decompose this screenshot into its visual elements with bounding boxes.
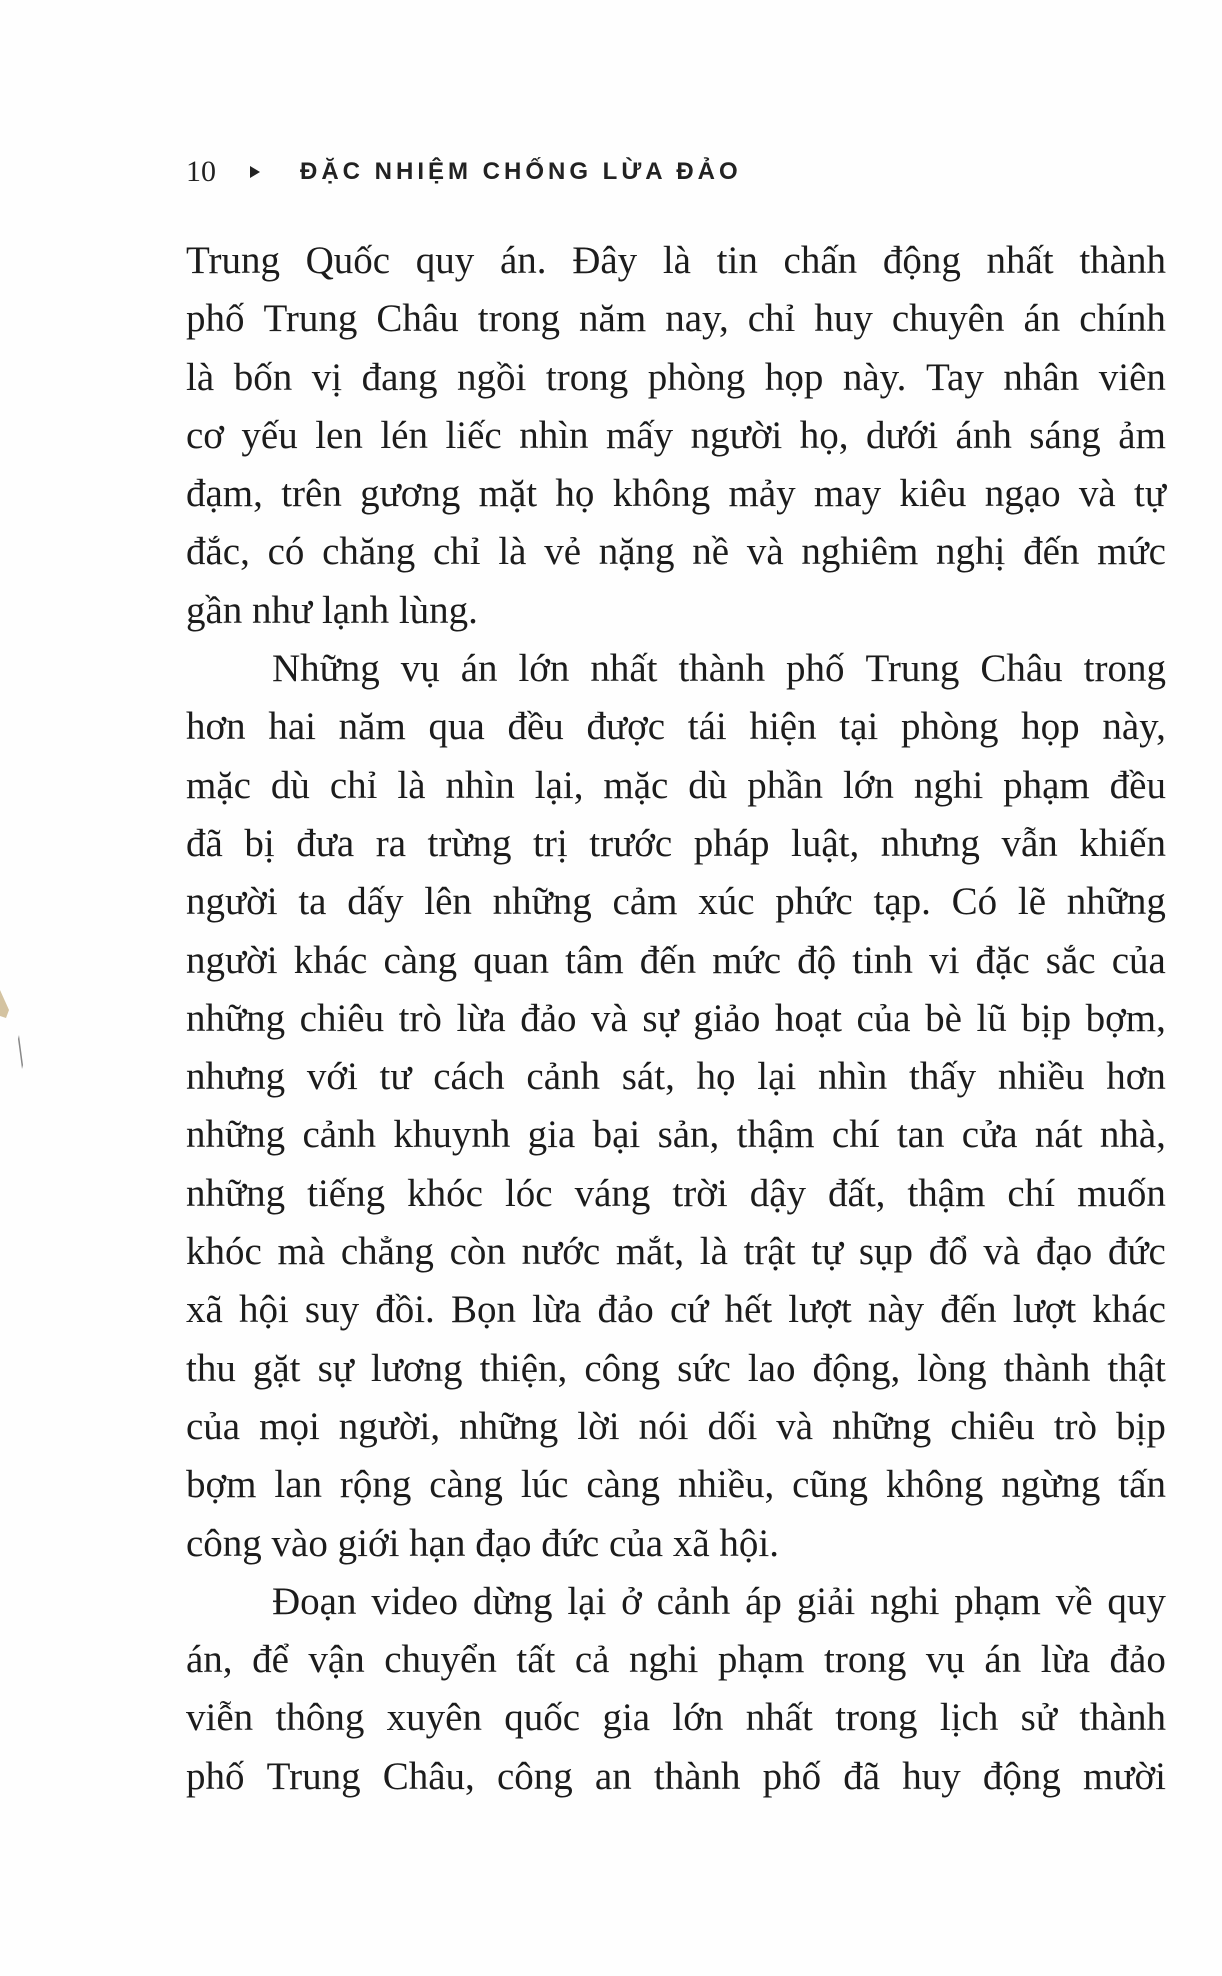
text-line: nhưng với tư cách cảnh sát, họ lại nhìn thấy nhiều hơn <box>186 1055 1166 1099</box>
text-line: đắc, có chăng chỉ là vẻ nặng nề và nghiêm nghị đến mức <box>186 530 1166 574</box>
text-line: Những vụ án lớn nhất thành phố Trung Châu trong <box>272 647 1166 691</box>
text-line: người ta dấy lên những cảm xúc phức tạp. Có lẽ những <box>186 880 1166 924</box>
scan-artifact <box>18 1035 24 1069</box>
scan-artifact <box>0 990 10 1020</box>
text-line: xã hội suy đồi. Bọn lừa đảo cứ hết lượt này đến lượt khác <box>186 1288 1166 1332</box>
text-line: phố Trung Châu trong năm nay, chỉ huy chuyên án chính <box>186 297 1166 341</box>
text-line: phố Trung Châu, công an thành phố đã huy động mười <box>186 1754 1166 1798</box>
text-line: những chiêu trò lừa đảo và sự giảo hoạt của bè lũ bịp bợm, <box>186 996 1166 1040</box>
text-line: cơ yếu len lén liếc nhìn mấy người họ, dưới ánh sáng ảm <box>186 413 1166 457</box>
text-line: bợm lan rộng càng lúc càng nhiều, cũng không ngừng tấn <box>186 1463 1166 1507</box>
text-line: đạm, trên gương mặt họ không mảy may kiêu ngạo và tự <box>186 472 1166 516</box>
text-line: hơn hai năm qua đều được tái hiện tại phòng họp này, <box>186 705 1166 749</box>
text-line: của mọi người, những lời nói dối và những chiêu trò bịp <box>186 1404 1166 1448</box>
triangle-bullet-icon <box>250 166 260 178</box>
text-line: công vào giới hạn đạo đức của xã hội. <box>186 1521 779 1565</box>
text-line: người khác càng quan tâm đến mức độ tinh vi đặc sắc của <box>186 938 1166 982</box>
text-line: những cảnh khuynh gia bại sản, thậm chí tan cửa nát nhà, <box>186 1113 1166 1157</box>
body-text <box>186 232 1166 1806</box>
text-line: mặc dù chỉ là nhìn lại, mặc dù phần lớn nghi phạm đều <box>186 763 1166 807</box>
text-line: thu gặt sự lương thiện, công sức lao động, lòng thành thật <box>186 1346 1166 1390</box>
text-line: đã bị đưa ra trừng trị trước pháp luật, nhưng vẫn khiến <box>186 821 1166 865</box>
text-line: khóc mà chẳng còn nước mắt, là trật tự sụp đổ và đạo đức <box>186 1230 1166 1274</box>
text-line: viễn thông xuyên quốc gia lớn nhất trong lịch sử thành <box>186 1696 1166 1740</box>
book-title: ĐẶC NHIỆM CHỐNG LỪA ĐẢO <box>300 158 742 185</box>
text-line: án, để vận chuyển tất cả nghi phạm trong vụ án lừa đảo <box>186 1638 1166 1682</box>
text-line: Trung Quốc quy án. Đây là tin chấn động nhất thành <box>186 239 1166 282</box>
text-line: là bốn vị đang ngồi trong phòng họp này. Tay nhân viên <box>186 355 1166 399</box>
text-line: Đoạn video dừng lại ở cảnh áp giải nghi phạm về quy <box>272 1579 1166 1623</box>
text-line: những tiếng khóc lóc váng trời dậy đất, thậm chí muốn <box>186 1171 1166 1215</box>
text-line: gần như lạnh lùng. <box>186 588 478 632</box>
running-header <box>186 150 742 194</box>
page-number: 10 <box>186 155 216 188</box>
